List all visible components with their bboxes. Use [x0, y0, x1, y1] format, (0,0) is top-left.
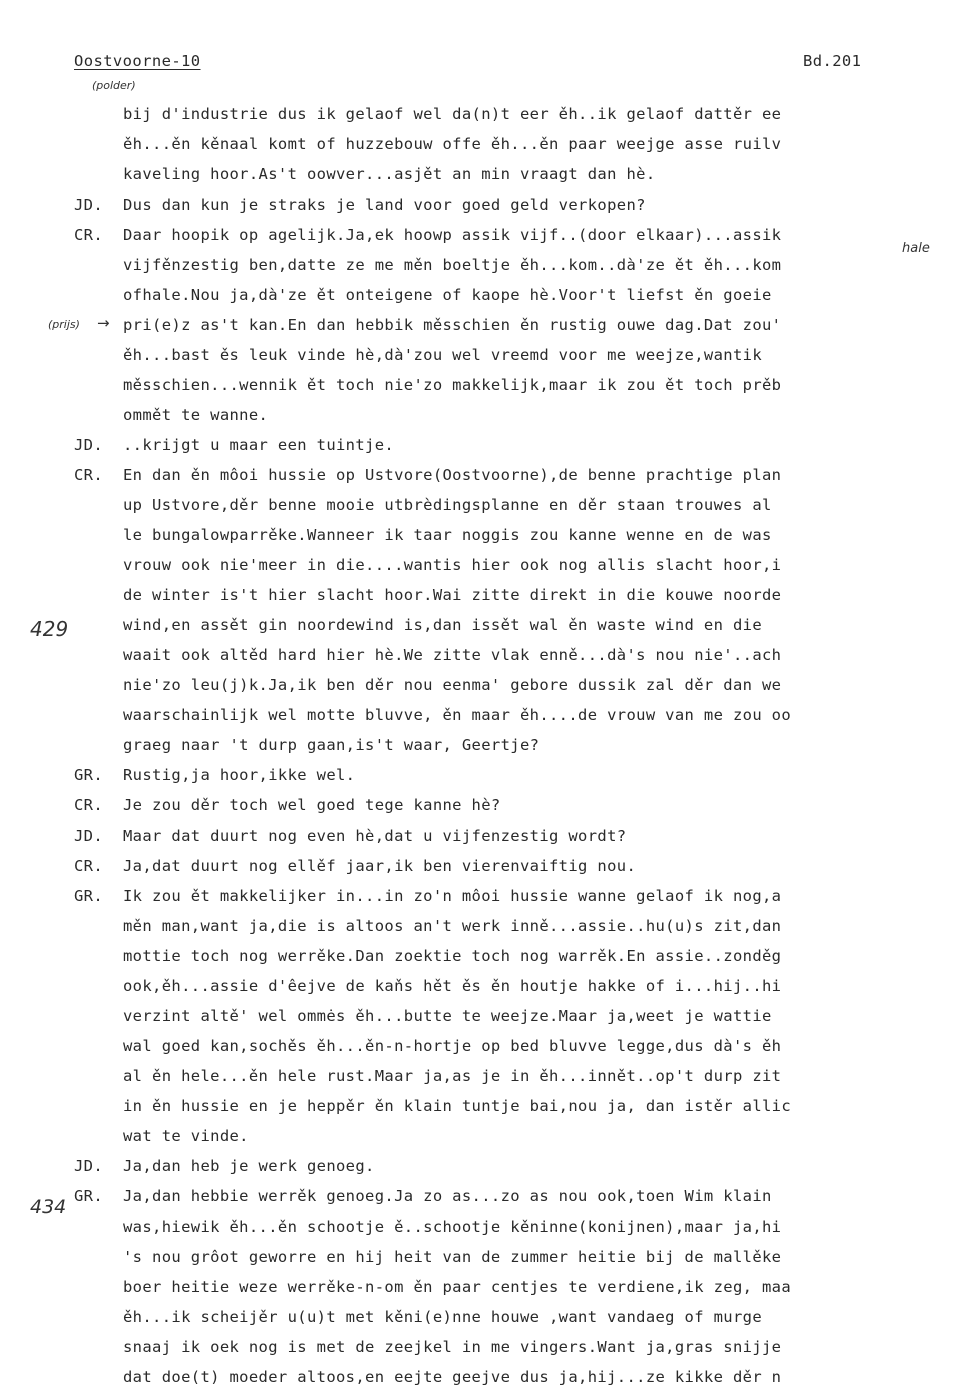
line-text: vrouw ook nie'meer in die....wantis hier ook nog allis slacht hoor,i — [123, 556, 782, 574]
transcript-line — [0, 103, 966, 133]
transcript-line — [0, 614, 966, 644]
speaker-label: GR. — [74, 1187, 104, 1205]
line-text: ommět te wanne. — [123, 406, 269, 424]
transcript-line — [0, 1095, 966, 1125]
transcript-line — [0, 674, 966, 704]
line-text: wat te vinde. — [123, 1127, 249, 1145]
transcript-line — [0, 1246, 966, 1276]
handwritten-counter-434: 434 — [30, 1196, 67, 1218]
line-text: Maar dat duurt nog even hè,dat u vijfenzestig wordt? — [123, 827, 627, 845]
transcript-line — [0, 1005, 966, 1035]
line-text: graeg naar 't durp gaan,is't waar, Geertje? — [123, 736, 540, 754]
transcript-line — [0, 494, 966, 524]
transcript-line — [0, 344, 966, 374]
line-text: nie'zo leu(j)k.Ja,ik ben děr nou eenma' gebore dussik zal děr dan we — [123, 676, 782, 694]
speaker-label: CR. — [74, 857, 104, 875]
transcript-line — [0, 825, 966, 855]
transcript-line — [0, 133, 966, 163]
line-text: 's nou grôot geworre en hij heit van de zummer heitie bij de mallěke — [123, 1248, 782, 1266]
transcript-line — [0, 885, 966, 915]
line-text: waarschainlijk wel motte bluvve, ěn maar ěh....de vrouw van me zou oo — [123, 706, 792, 724]
line-text: ěh...ik scheijěr u(u)t met kěni(e)nne houwe ,want vandaeg of murge — [123, 1308, 762, 1326]
line-text: bij d'industrie dus ik gelaof wel da(n)t eer ěh..ik gelaof dattěr ee — [123, 105, 782, 123]
transcript-line — [0, 915, 966, 945]
transcript-line — [0, 1216, 966, 1246]
transcript-line — [0, 1125, 966, 1155]
line-text: Ja,dan hebbie werrěk genoeg.Ja zo as...zo as nou ook,toen Wim klain — [123, 1187, 772, 1205]
line-text: waait ook altěd hard hier hè.We zitte vlak enně...dà's nou nie'..ach — [123, 646, 782, 664]
transcript-line — [0, 1306, 966, 1336]
handwritten-counter-429: 429 — [30, 617, 69, 641]
line-text: Rustig,ja hoor,ikke wel. — [123, 766, 356, 784]
document-location-title: Oostvoorne-10 — [74, 52, 201, 70]
speaker-label: JD. — [74, 436, 104, 454]
transcript-line — [0, 224, 966, 254]
transcript-line — [0, 1276, 966, 1306]
speaker-label: CR. — [74, 226, 104, 244]
line-text: dat doe(t) moeder altoos,en eejte geejve dus ja,hij...ze kikke děr n — [123, 1368, 782, 1386]
speaker-label: JD. — [74, 196, 104, 214]
line-text: vijfěnzestig ben,datte ze me měn boeltje ěh...kom..dà'ze ět ěh...kom — [123, 256, 782, 274]
line-text: Ja,dan heb je werk genoeg. — [123, 1157, 375, 1175]
transcript-line — [0, 524, 966, 554]
line-text: ..krijgt u maar een tuintje. — [123, 436, 395, 454]
transcript-line — [0, 704, 966, 734]
transcript-line — [0, 644, 966, 674]
tape-number: Bd.201 — [803, 52, 862, 70]
line-text: kaveling hoor.As't oowver...asjět an min vraagt dan hè. — [123, 165, 656, 183]
line-text: měn man,want ja,die is altoos an't werk inně...assie..hu(u)s zit,dan — [123, 917, 782, 935]
transcript-line — [0, 734, 966, 764]
line-text: mottie toch nog werrěke.Dan zoektie toch nog warrěk.En assie..zonděg — [123, 947, 782, 965]
transcript-line — [0, 554, 966, 584]
line-text: Ik zou ět makkelijker in...in zo'n môoi hussie wanne gelaof ik nog,a — [123, 887, 782, 905]
transcript-line — [0, 434, 966, 464]
line-text: le bungalowparrěke.Wanneer ik taar noggis zou kanne wenne en de was — [123, 526, 772, 544]
line-text: snaaj ik oek nog is met de zeejkel in me vingers.Want ja,gras snijje — [123, 1338, 782, 1356]
line-text: Je zou děr toch wel goed tege kanne hè? — [123, 796, 501, 814]
line-text: boer heitie weze werrěke-n-om ěn paar centjes te verdiene,ik zeg, maa — [123, 1278, 792, 1296]
transcript-line — [0, 764, 966, 794]
line-text: Daar hoopik op agelijk.Ja,ek hoowp assik vijf..(door elkaar)...assik — [123, 226, 782, 244]
line-text: ook,ěh...assie d'êejve de kaňs hět ěs ěn houtje hakke of i...hij..hi — [123, 977, 782, 995]
transcript-line — [0, 584, 966, 614]
line-text: ěh...ěn kěnaal komt of huzzebouw offe ěh...ěn paar weejge asse ruilv — [123, 135, 782, 153]
transcript-line — [0, 254, 966, 284]
transcript-line — [0, 1366, 966, 1393]
speaker-label: GR. — [74, 887, 104, 905]
line-text: měsschien...wennik ět toch nie'zo makkelijk,maar ik zou ět toch prěb — [123, 376, 782, 394]
speaker-label: CR. — [74, 466, 104, 484]
handwritten-polder-note: (polder) — [92, 79, 136, 92]
line-text: ěh...bast ěs leuk vinde hè,dà'zou wel vreemd voor me weejze,wantik — [123, 346, 762, 364]
line-text: verzint altě' wel ommės ěh...butte te weejze.Maar ja,weet je wattie — [123, 1007, 772, 1025]
transcript-line — [0, 855, 966, 885]
line-text: wal goed kan,sochěs ěh...ěn-n-hortje op bed bluvve legge,dus dà's ěh — [123, 1037, 782, 1055]
transcript-line — [0, 1035, 966, 1065]
line-text: ofhale.Nou ja,dà'ze ět onteigene of kaope hè.Voor't liefst ěn goeie — [123, 286, 772, 304]
line-text: Ja,dat duurt nog ellěf jaar,ik ben vierenvaiftig nou. — [123, 857, 637, 875]
speaker-label: CR. — [74, 796, 104, 814]
transcript-line — [0, 314, 966, 344]
transcript-line — [0, 1336, 966, 1366]
transcript-line — [0, 1185, 966, 1215]
handwritten-prijs-note: (prijs) — [48, 318, 80, 331]
line-text: up Ustvore,děr benne mooie utbrèdingsplanne en děr staan trouwes al — [123, 496, 772, 514]
transcript-line — [0, 464, 966, 494]
transcript-line — [0, 404, 966, 434]
transcript-line — [0, 284, 966, 314]
line-text: in ěn hussie en je heppěr ěn klain tuntje bai,nou ja, dan istěr allic — [123, 1097, 792, 1115]
transcript-line — [0, 945, 966, 975]
line-text: pri(e)z as't kan.En dan hebbik měsschien ěn rustig ouwe dag.Dat zou' — [123, 316, 782, 334]
line-text: En dan ěn môoi hussie op Ustvore(Oostvoorne),de benne prachtige plan — [123, 466, 782, 484]
transcript-line — [0, 975, 966, 1005]
transcript-line — [0, 794, 966, 824]
transcript-line — [0, 1065, 966, 1095]
speaker-label: JD. — [74, 827, 104, 845]
handwritten-hale-note: hale — [902, 241, 930, 256]
line-text: al ěn hele...ěn hele rust.Maar ja,as je in ěh...innět..op't durp zit — [123, 1067, 782, 1085]
transcript-line — [0, 163, 966, 193]
line-text: wind,en assět gin noordewind is,dan issět wal ěn waste wind en die — [123, 616, 762, 634]
line-text: de winter is't hier slacht hoor.Wai zitte direkt in die kouwe noorde — [123, 586, 782, 604]
line-text: Dus dan kun je straks je land voor goed geld verkopen? — [123, 196, 646, 214]
transcript-line — [0, 1155, 966, 1185]
line-text: was,hiewik ěh...ěn schootje ě..schootje kěninne(konijnen),maar ja,hi — [123, 1218, 782, 1236]
transcript-line — [0, 194, 966, 224]
transcript-line — [0, 374, 966, 404]
arrow-icon: → — [97, 314, 110, 332]
speaker-label: GR. — [74, 766, 104, 784]
speaker-label: JD. — [74, 1157, 104, 1175]
